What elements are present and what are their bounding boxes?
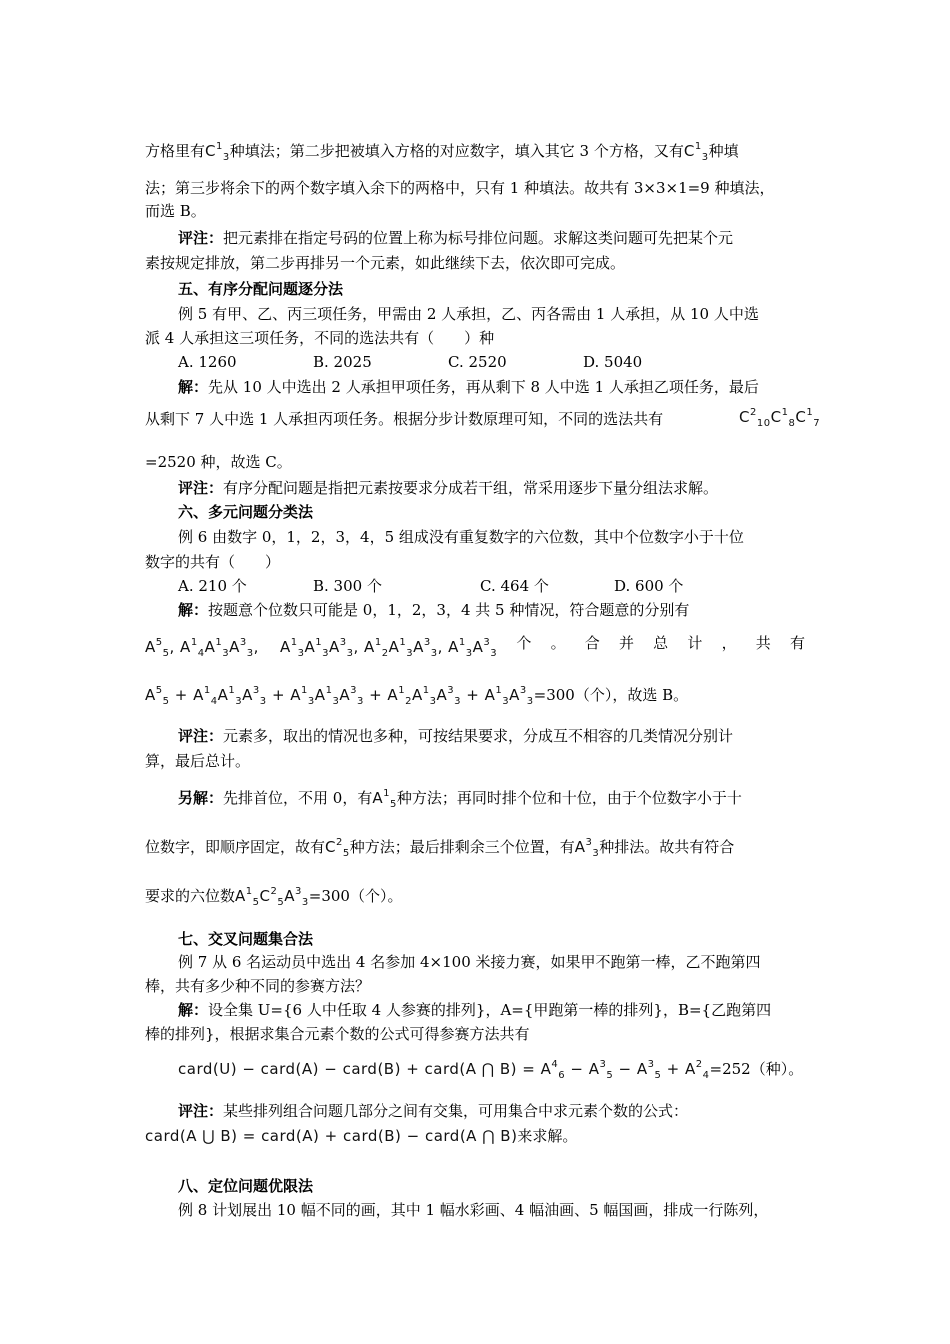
text-run: 元素多，取出的情况也多种，可按结果要求，分成互不相容的几类情况分别计 [223, 727, 734, 745]
text-run: 先从 10 人中选出 2 人承担甲项任务，再从剩下 8 人中选 1 人承担乙项任务，最后 [208, 378, 759, 396]
text-run: 设全集 U={6 人中任取 4 人参赛的排列}，A={甲跑第一棒的排列}，B={乙跑第四 [208, 1001, 772, 1019]
text-run: 总 [653, 634, 669, 652]
option-d: D. 600 个 [614, 577, 684, 595]
text-line: 数字的共有（ ） [145, 553, 281, 571]
option-a: A. 210 个 [178, 577, 247, 595]
text-line: 棒，共有多少种不同的参赛方法？ [145, 977, 371, 995]
option-c: C. 2520 [448, 353, 507, 371]
comment-label: 评注： [178, 1102, 224, 1120]
options-line [178, 352, 805, 372]
section-heading: 五、有序分配问题逐分法 [178, 280, 344, 298]
text-run: 某些排列组合问题几部分之间有交集，可用集合中求元素个数的公式： [223, 1102, 689, 1120]
text-run: 方格里有 [145, 142, 206, 160]
text-line: 算，最后总计。 [145, 752, 251, 770]
text-line [145, 137, 805, 168]
option-c: C. 464 个 [480, 577, 549, 595]
section-heading: 八、定位问题优限法 [178, 1177, 314, 1195]
formula-a51c52a33: $A^1_5C^2_5A^3_3$ [235, 886, 309, 908]
formula-sum: $A^5_5 + A^1_4A^1_3A^3_3 + A^1_3A^1_3A^3_3 + A^1_2A^1_3A^3_3 + A^1_3A^3_3$ [145, 685, 534, 707]
comment-line [178, 1101, 805, 1121]
text-run: 个 [516, 634, 532, 652]
text-line-justified [145, 633, 805, 664]
comment-line [178, 228, 805, 248]
text-run: 把元素排在指定号码的位置上称为标号排位问题。求解这类问题可先把某个元 [223, 229, 734, 247]
option-b: B. 300 个 [313, 577, 382, 595]
formula-c52: $C^2_5$ [325, 837, 350, 859]
alt-solution-label: 另解： [178, 789, 224, 807]
comment-line [178, 726, 805, 746]
solution-label: 解： [178, 378, 209, 396]
solution-line [178, 377, 805, 397]
option-a: A. 1260 [178, 353, 237, 371]
text-line: 例 7 从 6 名运动员中选出 4 名参加 4×100 米接力赛，如果甲不跑第一棒，乙不跑第四 [178, 953, 761, 971]
comment-label: 评注： [178, 727, 224, 745]
text-line [145, 407, 821, 429]
text-run: 种填法；第二步把被填入方格的对应数字，填入其它 3 个方格，又有 [229, 142, 684, 160]
solution-line [178, 1000, 805, 1020]
comment-label: 评注： [178, 229, 224, 247]
formula-a51: $A^1_5$ [372, 788, 397, 810]
text-run: 种方法；最后排剩余三个位置，有 [349, 838, 575, 856]
comment-line [178, 478, 805, 498]
text-line [145, 1126, 805, 1146]
text-line: 例 8 计划展出 10 幅不同的画，其中 1 幅水彩画、4 幅油画、5 幅国画，排成一行陈列， [178, 1201, 769, 1219]
text-run: 种方法；再同时排个位和十位，由于个位数字小于十 [396, 789, 742, 807]
text-run: 种填 [708, 142, 739, 160]
text-line: 例 5 有甲、乙、丙三项任务，甲需由 2 人承担，乙、丙各需由 1 人承担，从 10 人中选 [178, 305, 759, 323]
solution-label: 解： [178, 1001, 209, 1019]
text-line: 棒的排列}，根据求集合元素个数的公式可得参赛方法共有 [145, 1025, 530, 1043]
text-run: =252（种）。 [709, 1060, 804, 1078]
text-run: 并 [618, 634, 634, 652]
text-run: 来求解。 [517, 1127, 578, 1145]
text-run: 要求的六位数 [145, 887, 236, 905]
text-line: =2520 种，故选 C。 [145, 453, 292, 471]
formula-cases: $A^5_5$, $A^1_4A^1_3A^3_3$, $A^1_3A^1_3A^3_3$, $A^1_2A^1_3A^3_3$, $A^1_3A^3_3$ [145, 637, 498, 659]
text-line: 派 4 人承担这三项任务，不同的选法共有（ ）种 [145, 329, 495, 347]
text-line: 法；第三步将余下的两个数字填入余下的两格中，只有 1 种填法。故共有 3×3×1=9 种填法， [145, 179, 775, 197]
solution-label: 解： [178, 601, 209, 619]
text-run: ， [721, 634, 737, 652]
text-run: 有序分配问题是指把元素按要求分成若干组，常采用逐步下量分组法求解。 [223, 479, 719, 497]
text-line: 素按规定排放，第二步再排另一个元素，如此继续下去，依次即可完成。 [145, 254, 626, 272]
formula-a33: $A^3_3$ [574, 837, 600, 859]
text-run: 先排首位，不用 0，有 [223, 789, 373, 807]
option-b: B. 2025 [313, 353, 372, 371]
text-run: 从剩下 7 人中选 1 人承担丙项任务。根据分步计数原理可知，不同的选法共有 [145, 410, 664, 428]
text-line: 例 6 由数字 0，1，2，3，4，5 组成没有重复数字的六位数，其中个位数字小于十位 [178, 528, 744, 546]
options-line [178, 576, 805, 596]
text-run: 。 [550, 634, 566, 652]
option-d: D. 5040 [583, 353, 643, 371]
text-run: 计 [687, 634, 703, 652]
text-run: 种排法。故共有符合 [599, 838, 735, 856]
solution-line [178, 600, 805, 620]
text-line [178, 1055, 805, 1086]
text-line: 而选 B。 [145, 202, 206, 220]
text-run: 位数字，即顺序固定，故有 [145, 838, 326, 856]
formula-card-set: card(U) − card(A) − card(B) + card(A ⋂ $B) = A^4_6 - A^3_5 - A^3_5 + A^2_4$ [178, 1059, 710, 1081]
text-run: 按题意个位数只可能是 0，1，2，3，4 共 5 种情况，符合题意的分别有 [208, 601, 690, 619]
text-run: 有 [789, 634, 805, 652]
section-heading: 七、交叉问题集合法 [178, 930, 314, 948]
section-heading: 六、多元问题分类法 [178, 503, 314, 521]
alt-solution-line [178, 784, 805, 815]
text-run: 合 [584, 634, 600, 652]
text-run: =300（个），故选 B。 [533, 686, 689, 704]
text-line [145, 681, 805, 712]
text-run: =300（个）。 [308, 887, 403, 905]
formula-c-product: $C^2_{10}C^1_8C^1_7$ [739, 407, 821, 429]
text-line [145, 833, 805, 864]
comment-label: 评注： [178, 479, 224, 497]
text-run: 共 [755, 634, 771, 652]
text-line [145, 882, 805, 913]
formula-card-union: card(A ⋃ B) = card(A) + card(B) − card(A ⋂ B) [145, 1127, 518, 1145]
formula-c31: $C^1_3$ [683, 141, 709, 163]
formula-c31: $C^1_3$ [205, 141, 230, 163]
